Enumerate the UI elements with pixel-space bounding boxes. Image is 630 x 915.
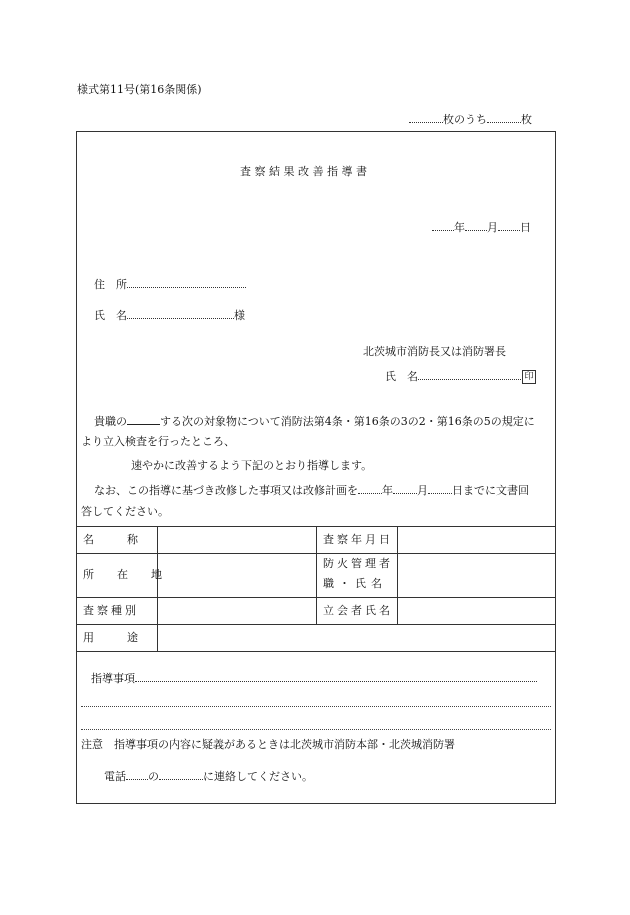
recipient-name-label: 氏 名: [94, 309, 127, 322]
phone-end: に連絡してください。: [203, 770, 313, 783]
label-inspection-type: 査察種別: [83, 604, 139, 617]
cell-attendee-value[interactable]: [400, 600, 552, 622]
label-fire-manager-2: 職・氏名: [323, 577, 387, 590]
body-paragraph-3: [94, 482, 529, 498]
recipient-name-field[interactable]: [127, 307, 234, 319]
month-blank[interactable]: [465, 219, 487, 231]
p3-day: 日までに文書回: [452, 484, 529, 497]
table-col-divider-3: [397, 526, 398, 624]
p3-month: 月: [417, 484, 428, 497]
p1-start: 貴職の: [94, 415, 127, 428]
issuer-title: 北茨城市消防長又は消防署長: [363, 345, 506, 358]
reply-year-blank[interactable]: [358, 482, 382, 494]
p1-rest: する次の対象物について消防法第4条・第16条の3の2・第16条の5の規定に: [160, 415, 535, 428]
cell-name-value[interactable]: [160, 529, 313, 551]
day-label: 日: [520, 221, 531, 234]
recipient-address: [94, 276, 246, 292]
issuer-name-field[interactable]: [418, 368, 521, 380]
honorific: 様: [234, 309, 245, 322]
cell-location-value[interactable]: [160, 556, 313, 594]
document-title: 査 察 結 果 改 善 指 導 書: [240, 165, 367, 178]
phone-label: 電話: [104, 770, 126, 783]
cell-usage-value[interactable]: [160, 627, 552, 649]
phone-area-blank[interactable]: [126, 768, 148, 780]
issue-date: [432, 219, 531, 235]
sheet-count: [409, 111, 532, 127]
day-blank[interactable]: [498, 219, 520, 231]
table-col-divider-1: [157, 526, 158, 651]
label-inspection-date: 査察年月日: [323, 533, 393, 546]
guidance-field-1[interactable]: [135, 670, 537, 682]
notice-line: 注意 指導事項の内容に疑義があるときは北茨城市消防本部・北茨城消防署: [81, 738, 455, 751]
form-frame: [76, 131, 556, 804]
guidance-line: [91, 670, 537, 686]
table-row-divider-3: [77, 624, 555, 625]
label-usage: 用 途: [83, 631, 138, 644]
label-name: 名 称: [83, 533, 138, 546]
table-bottom-border: [77, 651, 555, 652]
year-label: 年: [454, 221, 465, 234]
table-col-divider-2: [316, 526, 317, 624]
month-label: 月: [487, 221, 498, 234]
phone-mid: の: [148, 770, 159, 783]
issuer-name-label: 氏 名: [385, 370, 418, 383]
p3-start: なお、この指導に基づき改修した事項又は改修計画を: [94, 484, 358, 497]
year-blank[interactable]: [432, 219, 454, 231]
label-fire-manager-1: 防火管理者: [323, 557, 393, 570]
address-field[interactable]: [127, 276, 246, 288]
notice-phone: [104, 768, 313, 784]
reply-day-blank[interactable]: [428, 482, 452, 494]
label-attendee: 立会者氏名: [323, 604, 393, 617]
sheet-count-total-blank[interactable]: [409, 111, 443, 123]
seal-mark: 印: [522, 370, 536, 384]
phone-number-blank[interactable]: [159, 768, 203, 780]
body-paragraph-1-line2: より立入検査を行ったところ、: [81, 435, 235, 448]
label-location: 所 在 地: [83, 568, 168, 581]
sheet-count-end-text: 枚: [521, 113, 532, 126]
body-paragraph-3-line2: 答してください。: [81, 505, 169, 518]
relation-blank[interactable]: [127, 413, 160, 425]
cell-inspection-date-value[interactable]: [400, 529, 552, 551]
guidance-field-2[interactable]: [81, 706, 551, 707]
body-paragraph-2: 速やかに改善するよう下記のとおり指導します。: [131, 459, 373, 472]
form-number: 様式第11号(第16条関係): [77, 83, 202, 96]
p3-year: 年: [382, 484, 393, 497]
recipient-name: [94, 307, 245, 323]
cell-fire-manager-value[interactable]: [400, 556, 552, 594]
sheet-count-mid-text: 枚のうち: [443, 113, 487, 126]
reply-month-blank[interactable]: [393, 482, 417, 494]
address-label: 住 所: [94, 278, 127, 291]
sheet-count-index-blank[interactable]: [487, 111, 521, 123]
guidance-label: 指導事項: [91, 672, 135, 685]
body-paragraph-1: [94, 413, 535, 429]
guidance-field-3[interactable]: [81, 729, 551, 730]
issuer-name: [385, 368, 536, 384]
cell-inspection-type-value[interactable]: [160, 600, 313, 622]
